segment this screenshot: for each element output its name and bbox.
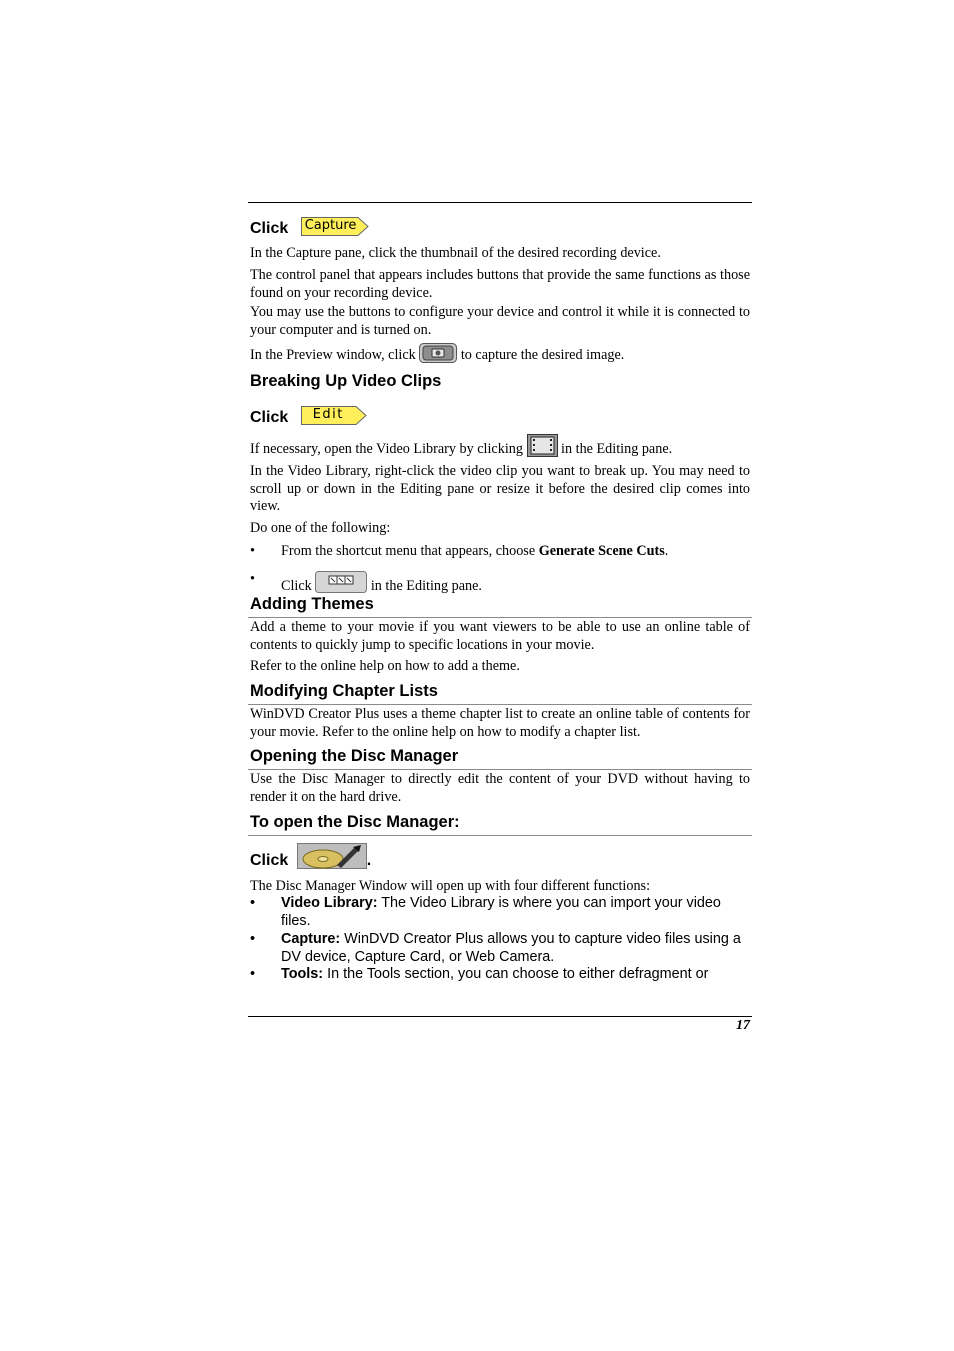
themes-paragraph-2: Refer to the online help on how to add a theme. bbox=[250, 658, 520, 674]
open-disc-manager-title: To open the Disc Manager: bbox=[250, 813, 460, 831]
section-divider bbox=[248, 835, 752, 836]
breaking-paragraph-3: Do one of the following: bbox=[250, 520, 391, 536]
disc-manager-click-heading: Click . bbox=[250, 843, 750, 874]
section-divider bbox=[248, 617, 752, 618]
capture-paragraph-4: In the Preview window, click to capture the desired image. bbox=[250, 343, 750, 369]
disc-manager-title: Opening the Disc Manager bbox=[250, 747, 459, 765]
capture-button-icon: Capture bbox=[301, 217, 369, 236]
header-rule bbox=[248, 202, 752, 203]
disc-manager-icon bbox=[297, 843, 367, 874]
page-number: 17 bbox=[736, 1018, 750, 1033]
breaking-paragraph-1: If necessary, open the Video Library by clicking in the Editing pane. bbox=[250, 434, 750, 463]
manual-page: Click Capture In the Capture pane, click the thumbnail of the desired recording device. The control panel that appears includes buttons that provide the same functions as those found on your recording device. You may use the buttons to configure your device and control it while it is connected to your computer and is turned on. In the Preview window, click to capture the desired image. Breaking Up Video Clips Click Edit If necessary, open the Video Library by clicking in the Editing pane. In the Video Library, right-click the video clip you want to break up. You may need to scroll up or down in the Editing pane or resize it before the desired clip comes into view. Do one of the following: • From the shortcut menu that appears, choose Generate Scene Cuts. • Click in the Editing pane. Adding Themes Add a theme to your movie if you want viewers to be able to use an online table of contents to quickly jump to specific locations in your movie. Refer to the online help on how to add a theme. Modifying Chapter Lists WinDVD Creator Plus uses a theme chapter list to create an online table of contents for your movie. Refer to the online help on how to modify a chapter list. Opening the Disc Manager Use the Disc Manager to directly edit the content of your DVD without having to render it on the hard drive. To open the Disc Manager: Click . The Disc Manager Window will open up with four different functions: • Video Library: The Video Library is where you can import your video files. • Capture: WinDVD Creator Plus allows you to capture video files using a DV device, Capture Card, or Web Camera. • Tools: In the Tools section, you can choose to either defragment or 17 bbox=[248, 0, 752, 1351]
capture-paragraph-2: The control panel that appears includes buttons that provide the same functions as those found on your recording device. bbox=[250, 267, 750, 301]
video-library-icon bbox=[527, 434, 558, 463]
adding-themes-title: Adding Themes bbox=[250, 595, 374, 613]
capture-paragraph-3: You may use the buttons to configure your device and control it while it is connected to your computer and is turned on. bbox=[250, 304, 750, 338]
breaking-up-title: Breaking Up Video Clips bbox=[250, 372, 442, 390]
disc-manager-paragraph-1: Use the Disc Manager to directly edit the content of your DVD without having to render it on the hard drive. bbox=[250, 771, 750, 805]
edit-button-icon: Edit bbox=[301, 406, 367, 425]
edit-click-heading: Click Edit bbox=[250, 406, 750, 427]
open-dm-paragraph-1: The Disc Manager Window will open up with four different functions: bbox=[250, 878, 651, 894]
section-divider bbox=[248, 704, 752, 705]
camera-snapshot-icon bbox=[419, 343, 457, 369]
chapters-paragraph-1: WinDVD Creator Plus uses a theme chapter list to create an online table of contents for your movie. Refer to the online help on how to modify a chapter list. bbox=[250, 706, 750, 740]
themes-paragraph-1: Add a theme to your movie if you want viewers to be able to use an online table of contents to quickly jump to specific locations in your movie. bbox=[250, 619, 750, 653]
capture-click-heading: Click Capture bbox=[250, 217, 750, 238]
breaking-paragraph-2: In the Video Library, right-click the video clip you want to break up. You may need to scroll up or down in the Editing pane or resize it before the desired clip comes into view. bbox=[250, 463, 750, 514]
footer-rule bbox=[248, 1016, 752, 1017]
chapter-lists-title: Modifying Chapter Lists bbox=[250, 682, 438, 700]
section-divider bbox=[248, 769, 752, 770]
capture-paragraph-1: In the Capture pane, click the thumbnail of the desired recording device. bbox=[250, 245, 661, 261]
